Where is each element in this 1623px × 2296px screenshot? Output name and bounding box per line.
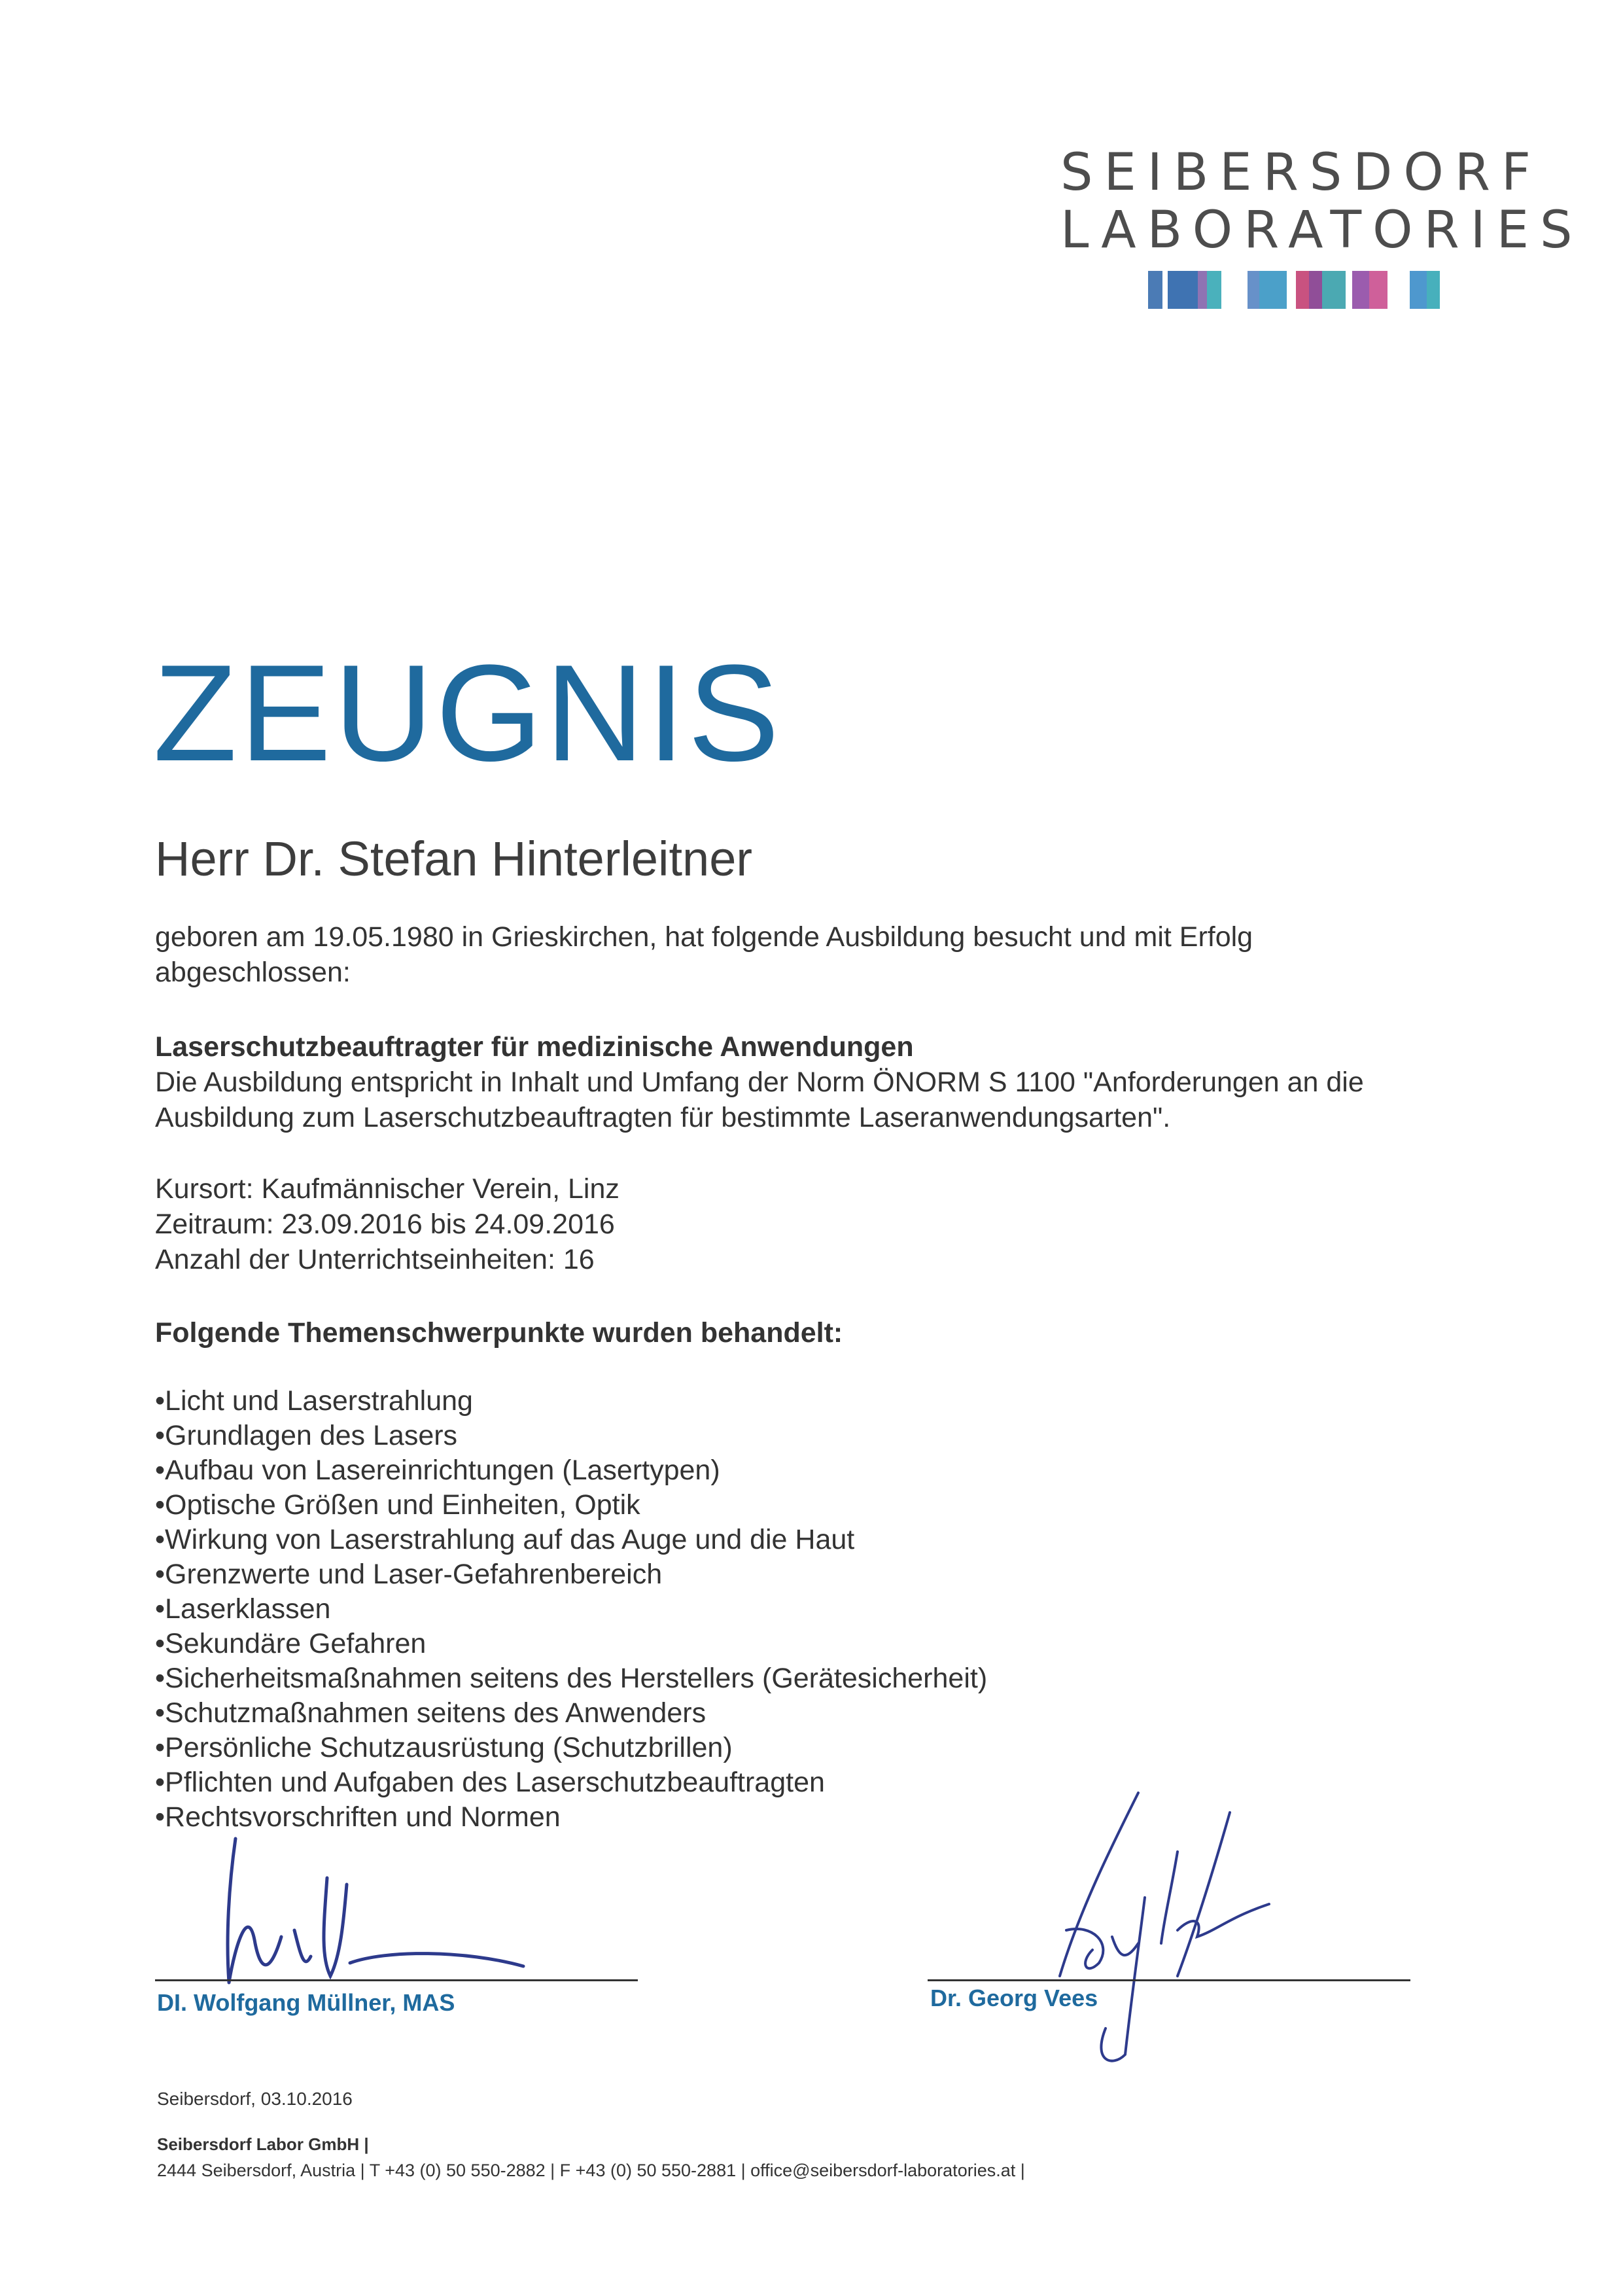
intro-line-1: geboren am 19.05.1980 in Grieskirchen, hat folgende Ausbildung besucht und mit Erfolg [155,921,1253,953]
place-date: Seibersdorf, 03.10.2016 [157,2089,353,2109]
topics-heading: Folgende Themenschwerpunkte wurden behandelt: [155,1317,843,1349]
topic-item: •Rechtsvorschriften und Normen [155,1801,561,1833]
topic-item: •Licht und Laserstrahlung [155,1385,473,1417]
signature-line-left [155,1979,638,1981]
topic-item: •Grenzwerte und Laser-Gefahrenbereich [155,1559,663,1590]
signatory-right-name: Dr. Georg Vees [930,1985,1098,2011]
topic-item: •Optische Größen und Einheiten, Optik [155,1489,640,1521]
logo-bar [1427,271,1440,309]
company-name: Seibersdorf Labor GmbH | [157,2134,369,2154]
logo-bar [1162,271,1168,309]
course-name: Laserschutzbeauftragter für medizinische Anwendungen [155,1031,914,1063]
signature-line-right [928,1979,1410,1981]
topic-item: •Pflichten und Aufgaben des Laserschutzbeauftragten [155,1767,825,1798]
intro-text [155,919,1476,990]
logo-bar [1198,271,1207,309]
topic-item: •Sicherheitsmaßnahmen seitens des Herstellers (Gerätesicherheit) [155,1663,988,1694]
logo-bar [1207,271,1221,309]
topic-item: •Schutzmaßnahmen seitens des Anwenders [155,1697,707,1729]
signature-left [190,1826,556,1996]
recipient-name: Herr Dr. Stefan Hinterleitner [155,832,753,886]
logo-bar [1352,271,1369,309]
course-period: Zeitraum: 23.09.2016 bis 24.09.2016 [155,1209,615,1240]
topic-item: •Aufbau von Lasereinrichtungen (Lasertypen) [155,1455,720,1486]
signature-right [981,1780,1321,2081]
course-details [155,1171,1476,1277]
course-units: Anzahl der Unterrichtseinheiten: 16 [155,1244,595,1275]
logo-bar [1296,271,1309,309]
document-title: ZEUGNIS [153,636,782,790]
logo-line-2: LABORATORIES [1060,201,1584,260]
logo-color-bars [1060,271,1440,309]
logo-bar [1259,271,1287,309]
course-desc-line-2: Ausbildung zum Laserschutzbeauftragten für bestimmte Laseranwendungsarten". [155,1102,1171,1133]
course-block [155,1029,1476,1135]
logo-bar [1309,271,1322,309]
logo-bar [1387,271,1410,309]
logo-bar [1248,271,1259,309]
logo-line-1: SEIBERSDORF [1060,143,1542,202]
course-location: Kursort: Kaufmännischer Verein, Linz [155,1173,620,1205]
logo-bar [1287,271,1296,309]
topic-item: •Wirkung von Laserstrahlung auf das Auge und die Haut [155,1524,855,1555]
logo-bar [1410,271,1427,309]
logo-bar [1346,271,1352,309]
logo-bar [1221,271,1248,309]
logo-bar [1168,271,1198,309]
logo-bar [1369,271,1387,309]
topic-item: •Laserklassen [155,1593,331,1625]
company-logo [1060,143,1584,309]
signatory-left-name: DI. Wolfgang Müllner, MAS [157,1989,455,2016]
course-desc-line-1: Die Ausbildung entspricht in Inhalt und Umfang der Norm ÖNORM S 1100 "Anforderungen an die [155,1067,1364,1098]
topic-item: •Persönliche Schutzausrüstung (Schutzbrillen) [155,1732,733,1763]
logo-bar [1148,271,1162,309]
intro-line-2: abgeschlossen: [155,957,351,988]
topics-list-container [155,1384,1476,1835]
topic-item: •Grundlagen des Lasers [155,1420,458,1451]
topics-list [155,1384,1476,1835]
logo-bar [1322,271,1346,309]
topic-item: •Sekundäre Gefahren [155,1628,427,1659]
company-address: 2444 Seibersdorf, Austria | T +43 (0) 50 550-2882 | F +43 (0) 50 550-2881 | office@seibersdorf-laboratories.at | [157,2161,1025,2180]
